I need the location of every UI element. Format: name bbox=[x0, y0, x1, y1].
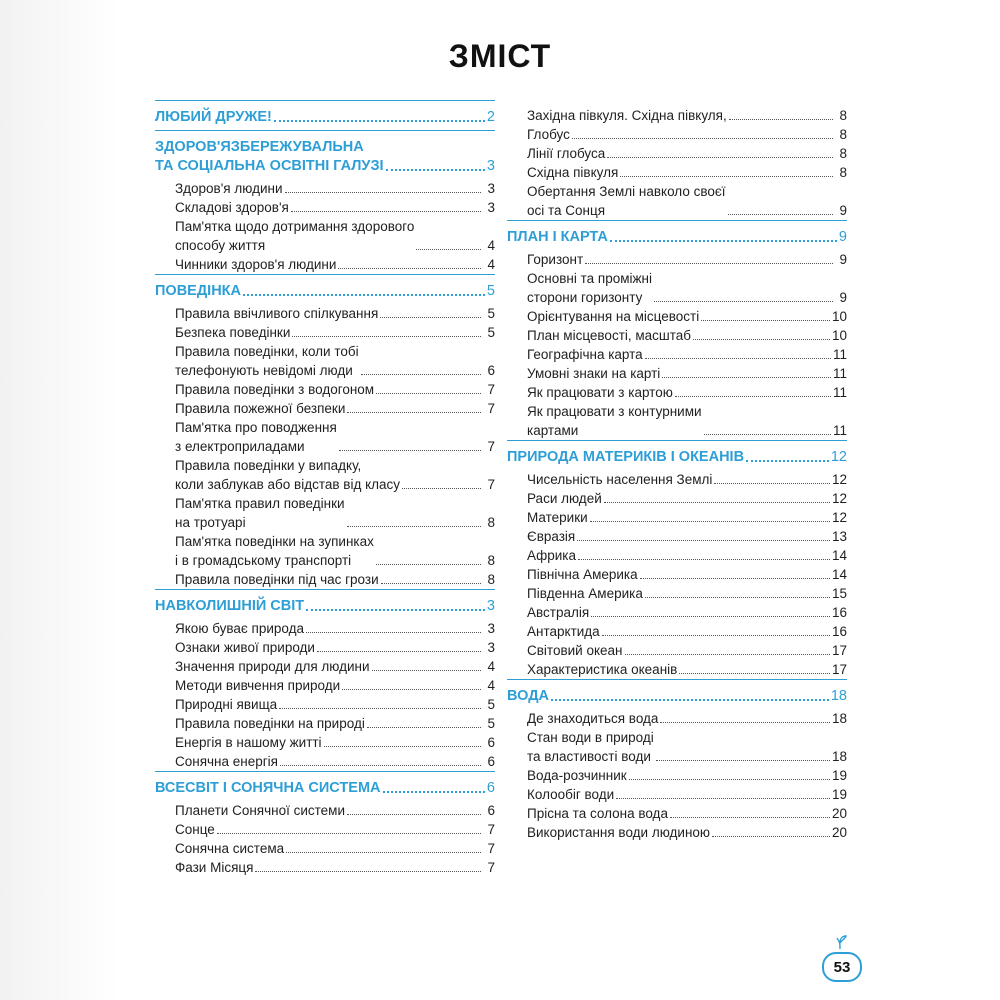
dot-leader bbox=[292, 336, 481, 337]
toc-entry bbox=[175, 380, 495, 399]
toc-entry-page: 5 bbox=[487, 716, 495, 731]
toc-entry bbox=[527, 250, 847, 269]
toc-section-page: 3 bbox=[486, 158, 495, 174]
toc-entry-page: 7 bbox=[487, 822, 495, 837]
toc-section-title: ВОДА bbox=[507, 688, 549, 704]
dot-leader bbox=[577, 540, 830, 541]
dot-leader bbox=[660, 722, 830, 723]
toc-entry bbox=[527, 269, 847, 307]
toc-entry bbox=[175, 839, 495, 858]
dot-leader bbox=[590, 521, 830, 522]
dot-leader bbox=[306, 609, 485, 611]
dot-leader bbox=[714, 483, 830, 484]
toc-entry-title: Західна півкуля. Східна півкуля, bbox=[527, 108, 727, 123]
dot-leader bbox=[578, 559, 830, 560]
toc-entry-title: Африка bbox=[527, 548, 577, 563]
toc-section-heading bbox=[155, 589, 495, 616]
toc-entry-page: 3 bbox=[487, 640, 495, 655]
toc-entry-page: 3 bbox=[487, 200, 495, 215]
toc-right-column bbox=[507, 100, 847, 842]
toc-entry-page: 14 bbox=[831, 567, 847, 582]
toc-entry-page: 8 bbox=[839, 146, 847, 161]
toc-entry-page: 8 bbox=[487, 553, 495, 568]
toc-entry-page: 8 bbox=[487, 572, 495, 587]
toc-entry bbox=[527, 565, 847, 584]
dot-leader bbox=[645, 358, 831, 359]
toc-entry-title: Здоров'я людини bbox=[175, 181, 283, 196]
toc-entry bbox=[175, 179, 495, 198]
toc-entry bbox=[527, 345, 847, 364]
toc-entry-page: 18 bbox=[831, 711, 847, 726]
toc-entry-page: 4 bbox=[487, 238, 495, 253]
toc-entry-page: 12 bbox=[831, 472, 847, 487]
toc-entry bbox=[527, 785, 847, 804]
toc-section-title: ПОВЕДІНКА bbox=[155, 283, 241, 299]
toc-entry-title: Материки bbox=[527, 510, 588, 525]
toc-entry-list bbox=[155, 304, 495, 589]
dot-leader bbox=[704, 434, 831, 435]
toc-left-column bbox=[155, 100, 495, 877]
toc-entry-title: Світовий океан bbox=[527, 643, 623, 658]
toc-entry-page: 20 bbox=[831, 806, 847, 821]
dot-leader bbox=[255, 871, 481, 872]
toc-entry-title: Як працювати з контурними картами bbox=[527, 404, 702, 438]
dot-leader bbox=[591, 616, 830, 617]
toc-entry-title: Пам'ятка щодо дотримання здорового способу життя bbox=[175, 219, 415, 253]
toc-entry-title: Методи вивчення природи bbox=[175, 678, 341, 693]
toc-entry-title: Правила ввічливого спілкування bbox=[175, 306, 379, 321]
toc-section bbox=[507, 220, 847, 440]
toc-entry-page: 10 bbox=[831, 328, 847, 343]
dot-leader bbox=[347, 412, 481, 413]
dot-leader bbox=[386, 169, 485, 171]
toc-entry-title: Східна півкуля bbox=[527, 165, 619, 180]
dot-leader bbox=[701, 320, 830, 321]
toc-entry bbox=[527, 106, 847, 125]
toc-entry-page: 16 bbox=[831, 605, 847, 620]
dot-leader bbox=[291, 211, 481, 212]
toc-entry-title: Енергія в нашому житті bbox=[175, 735, 322, 750]
toc-entry-title: Характеристика океанів bbox=[527, 662, 678, 677]
dot-leader bbox=[376, 393, 481, 394]
toc-entry-title: Складові здоров'я bbox=[175, 200, 289, 215]
toc-entry-title: Обертання Землі навколо своєї осі та Сонця bbox=[527, 184, 726, 218]
toc-entry bbox=[527, 489, 847, 508]
toc-entry bbox=[527, 470, 847, 489]
toc-entry-title: Де знаходиться вода bbox=[527, 711, 659, 726]
dot-leader bbox=[376, 564, 481, 565]
toc-entry bbox=[175, 494, 495, 532]
dot-leader bbox=[217, 833, 481, 834]
toc-entry-title: Раси людей bbox=[527, 491, 602, 506]
toc-entry-title: Основні та проміжні сторони горизонту bbox=[527, 271, 652, 305]
toc-entry-title: Колообіг води bbox=[527, 787, 615, 802]
leaf-icon bbox=[832, 934, 848, 950]
dot-leader bbox=[675, 396, 831, 397]
toc-entry-title: Правила поведінки під час грози bbox=[175, 572, 379, 587]
toc-entry-page: 20 bbox=[831, 825, 847, 840]
toc-section bbox=[507, 440, 847, 679]
dot-leader bbox=[402, 488, 481, 489]
dot-leader bbox=[381, 583, 481, 584]
dot-leader bbox=[654, 301, 833, 302]
toc-entry-page: 8 bbox=[839, 108, 847, 123]
toc-entry-page: 4 bbox=[487, 257, 495, 272]
dot-leader bbox=[416, 249, 481, 250]
toc-entry-title: Географічна карта bbox=[527, 347, 643, 362]
dot-leader bbox=[551, 699, 829, 701]
toc-entry-page: 17 bbox=[831, 662, 847, 677]
toc-entry-page: 4 bbox=[487, 678, 495, 693]
toc-entry-title: Правила поведінки у випадку, коли заблукав або відстав від класу bbox=[175, 458, 401, 492]
toc-entry-title: Фази Місяця bbox=[175, 860, 254, 875]
toc-entry-title: Умовні знаки на карті bbox=[527, 366, 661, 381]
toc-entry-title: Значення природи для людини bbox=[175, 659, 370, 674]
toc-entry bbox=[175, 323, 495, 342]
dot-leader bbox=[616, 798, 830, 799]
dot-leader bbox=[280, 765, 481, 766]
dot-leader bbox=[728, 214, 834, 215]
toc-section bbox=[155, 771, 495, 877]
dot-leader bbox=[339, 450, 481, 451]
toc-entry-title: Сонце bbox=[175, 822, 215, 837]
toc-entry bbox=[175, 399, 495, 418]
dot-leader bbox=[746, 460, 829, 462]
toc-entry bbox=[527, 709, 847, 728]
toc-entry-title: Сонячна система bbox=[175, 841, 285, 856]
toc-entry-list bbox=[155, 179, 495, 274]
toc-entry bbox=[175, 570, 495, 589]
toc-entry bbox=[527, 326, 847, 345]
dot-leader bbox=[610, 240, 837, 242]
toc-section-title: ПРИРОДА МАТЕРИКІВ І ОКЕАНІВ bbox=[507, 449, 745, 465]
toc-entry bbox=[527, 766, 847, 785]
toc-entry-title: Північна Америка bbox=[527, 567, 638, 582]
toc-entry-title: Стан води в природі та властивості води bbox=[527, 730, 654, 764]
toc-entry-title: Чисельність населення Землі bbox=[527, 472, 713, 487]
toc-entry bbox=[175, 820, 495, 839]
toc-entry-page: 9 bbox=[839, 290, 847, 305]
toc-entry-page: 3 bbox=[487, 181, 495, 196]
dot-leader bbox=[670, 817, 830, 818]
dot-leader bbox=[367, 727, 481, 728]
dot-leader bbox=[640, 578, 830, 579]
toc-entry-page: 5 bbox=[487, 325, 495, 340]
toc-entry-title: Планети Сонячної системи bbox=[175, 803, 346, 818]
dot-leader bbox=[243, 294, 485, 296]
toc-section-heading bbox=[155, 100, 495, 127]
dot-leader bbox=[712, 836, 830, 837]
toc-entry-page: 3 bbox=[487, 621, 495, 636]
toc-entry-title: Природні явища bbox=[175, 697, 278, 712]
toc-entry-list bbox=[155, 801, 495, 877]
dot-leader bbox=[285, 192, 482, 193]
dot-leader bbox=[620, 176, 833, 177]
toc-entry-title: Австралія bbox=[527, 605, 590, 620]
toc-entry bbox=[175, 456, 495, 494]
toc-section-title: ПЛАН І КАРТА bbox=[507, 229, 608, 245]
dot-leader bbox=[662, 377, 831, 378]
toc-entry-page: 6 bbox=[487, 803, 495, 818]
toc-entry-page: 6 bbox=[487, 754, 495, 769]
toc-entry bbox=[527, 728, 847, 766]
dot-leader bbox=[361, 374, 481, 375]
toc-entry-title: Правила поведінки, коли тобі телефонують невідомі люди bbox=[175, 344, 359, 378]
toc-entry-page: 19 bbox=[831, 768, 847, 783]
dot-leader bbox=[274, 120, 485, 122]
dot-leader bbox=[338, 268, 481, 269]
toc-section-page: 9 bbox=[838, 229, 847, 245]
toc-entry bbox=[527, 163, 847, 182]
toc-entry-page: 8 bbox=[839, 165, 847, 180]
toc-section-heading bbox=[507, 440, 847, 467]
toc-section-page: 2 bbox=[486, 109, 495, 125]
toc-entry bbox=[527, 508, 847, 527]
dot-leader bbox=[306, 632, 481, 633]
toc-entry-page: 11 bbox=[832, 347, 847, 362]
toc-entry-title: Як працювати з картою bbox=[527, 385, 673, 400]
toc-entry-title: Південна Америка bbox=[527, 586, 643, 601]
toc-entry bbox=[527, 584, 847, 603]
toc-entry bbox=[175, 619, 495, 638]
toc-entry-list bbox=[507, 250, 847, 440]
toc-entry-page: 7 bbox=[487, 382, 495, 397]
toc-entry-title: Правила пожежної безпеки bbox=[175, 401, 346, 416]
dot-leader bbox=[602, 635, 830, 636]
toc-section-heading bbox=[155, 130, 495, 176]
toc-entry bbox=[175, 198, 495, 217]
toc-entry-title: Пам'ятка поведінки на зупинках і в громадському транспорті bbox=[175, 534, 374, 568]
toc-section-title: ЛЮБИЙ ДРУЖЕ! bbox=[155, 109, 272, 125]
toc-entry bbox=[527, 307, 847, 326]
toc-section-title: ЗДОРОВ'ЯЗБЕРЕЖУВАЛЬНА ТА СОЦІАЛЬНА ОСВІТНІ ГАЛУЗІ bbox=[155, 139, 384, 174]
toc-entry-page: 5 bbox=[487, 697, 495, 712]
toc-entry bbox=[175, 217, 495, 255]
toc-entry bbox=[527, 660, 847, 679]
toc-entry-page: 7 bbox=[487, 401, 495, 416]
dot-leader bbox=[347, 526, 481, 527]
toc-entry bbox=[527, 144, 847, 163]
toc-entry-page: 14 bbox=[831, 548, 847, 563]
dot-leader bbox=[656, 760, 830, 761]
toc-entry bbox=[527, 641, 847, 660]
dot-leader bbox=[342, 689, 481, 690]
toc-entry-title: Ознаки живої природи bbox=[175, 640, 315, 655]
dot-leader bbox=[693, 339, 830, 340]
toc-entry-page: 11 bbox=[832, 366, 847, 381]
toc-entry-title: Прісна та солона вода bbox=[527, 806, 668, 821]
toc-continuation-list bbox=[507, 106, 847, 220]
toc-entry-title: Глобус bbox=[527, 127, 570, 142]
toc-entry bbox=[527, 402, 847, 440]
toc-entry-title: Горизонт bbox=[527, 252, 584, 267]
toc-entry bbox=[527, 546, 847, 565]
toc-section-page: 3 bbox=[486, 598, 495, 614]
toc-entry-page: 9 bbox=[839, 203, 847, 218]
dot-leader bbox=[279, 708, 481, 709]
dot-leader bbox=[629, 779, 830, 780]
toc-entry-page: 5 bbox=[487, 306, 495, 321]
toc-section-heading bbox=[507, 220, 847, 247]
toc-entry bbox=[527, 823, 847, 842]
dot-leader bbox=[347, 814, 481, 815]
dot-leader bbox=[380, 317, 481, 318]
dot-leader bbox=[572, 138, 833, 139]
toc-section bbox=[155, 589, 495, 771]
dot-leader bbox=[645, 597, 830, 598]
toc-section-page: 5 bbox=[486, 283, 495, 299]
toc-entry bbox=[527, 182, 847, 220]
dot-leader bbox=[286, 852, 481, 853]
toc-entry-page: 12 bbox=[831, 510, 847, 525]
toc-entry-page: 7 bbox=[487, 860, 495, 875]
dot-leader bbox=[372, 670, 481, 671]
toc-entry-title: Правила поведінки на природі bbox=[175, 716, 365, 731]
toc-entry-page: 4 bbox=[487, 659, 495, 674]
toc-section bbox=[155, 100, 495, 127]
toc-section-page: 12 bbox=[830, 449, 847, 465]
toc-entry-page: 6 bbox=[487, 363, 495, 378]
toc-entry-page: 19 bbox=[831, 787, 847, 802]
toc-entry-title: Лінії глобуса bbox=[527, 146, 606, 161]
toc-section-title: ВСЕСВІТ І СОНЯЧНА СИСТЕМА bbox=[155, 780, 381, 796]
toc-entry-title: Євразія bbox=[527, 529, 576, 544]
toc-entry bbox=[527, 364, 847, 383]
toc-section-page: 18 bbox=[830, 688, 847, 704]
toc-entry bbox=[175, 532, 495, 570]
toc-entry-page: 17 bbox=[831, 643, 847, 658]
toc-section-title: НАВКОЛИШНІЙ СВІТ bbox=[155, 598, 305, 614]
dot-leader bbox=[585, 263, 833, 264]
page-title: ЗМІСТ bbox=[448, 38, 552, 74]
toc-entry bbox=[175, 255, 495, 274]
toc-entry-list bbox=[507, 709, 847, 842]
toc-entry-title: Правила поведінки з водогоном bbox=[175, 382, 375, 397]
toc-entry-title: Пам'ятка про поводження з електроприладами bbox=[175, 420, 337, 454]
toc-entry-title: План місцевості, масштаб bbox=[527, 328, 692, 343]
toc-entry bbox=[175, 752, 495, 771]
toc-section bbox=[155, 130, 495, 274]
dot-leader bbox=[625, 654, 830, 655]
toc-entry-page: 11 bbox=[832, 423, 847, 438]
toc-section bbox=[507, 679, 847, 842]
toc-entry-title: Якою буває природа bbox=[175, 621, 305, 636]
toc-entry-title: Вода-розчинник bbox=[527, 768, 627, 783]
toc-entry-page: 8 bbox=[839, 127, 847, 142]
toc-entry-page: 9 bbox=[839, 252, 847, 267]
dot-leader bbox=[317, 651, 481, 652]
toc-entry-list bbox=[507, 470, 847, 679]
toc-entry-title: Безпека поведінки bbox=[175, 325, 291, 340]
toc-entry bbox=[527, 804, 847, 823]
toc-entry bbox=[175, 657, 495, 676]
toc-section-page: 6 bbox=[486, 780, 495, 796]
toc-entry-title: Антарктида bbox=[527, 624, 600, 639]
toc-entry bbox=[175, 676, 495, 695]
dot-leader bbox=[729, 119, 833, 120]
toc-entry bbox=[527, 603, 847, 622]
toc-section-heading bbox=[507, 679, 847, 706]
toc-entry bbox=[175, 733, 495, 752]
dot-leader bbox=[679, 673, 830, 674]
toc-entry bbox=[175, 342, 495, 380]
toc-entry-title: Пам'ятка правил поведінки на тротуарі bbox=[175, 496, 345, 530]
toc-entry bbox=[175, 695, 495, 714]
dot-leader bbox=[383, 791, 485, 793]
toc-entry-page: 18 bbox=[831, 749, 847, 764]
toc-entry-list bbox=[155, 619, 495, 771]
toc-entry-title: Чинники здоров'я людини bbox=[175, 257, 337, 272]
book-spine-shadow bbox=[0, 0, 120, 1000]
dot-leader bbox=[604, 502, 830, 503]
toc-entry-page: 11 bbox=[832, 385, 847, 400]
toc-entry bbox=[175, 304, 495, 323]
dot-leader bbox=[324, 746, 481, 747]
toc-entry bbox=[175, 801, 495, 820]
toc-entry-page: 12 bbox=[831, 491, 847, 506]
toc-entry bbox=[175, 858, 495, 877]
toc-entry-page: 7 bbox=[487, 477, 495, 492]
page-number-badge: 53 bbox=[822, 952, 862, 982]
toc-section-heading bbox=[155, 274, 495, 301]
toc-entry-page: 7 bbox=[487, 841, 495, 856]
toc-section bbox=[155, 274, 495, 589]
toc-entry bbox=[175, 418, 495, 456]
toc-entry bbox=[527, 622, 847, 641]
toc-entry bbox=[175, 714, 495, 733]
toc-entry bbox=[175, 638, 495, 657]
dot-leader bbox=[607, 157, 833, 158]
toc-entry-page: 8 bbox=[487, 515, 495, 530]
toc-section-heading bbox=[155, 771, 495, 798]
toc-entry-page: 15 bbox=[831, 586, 847, 601]
toc-entry-page: 7 bbox=[487, 439, 495, 454]
toc-entry bbox=[527, 383, 847, 402]
toc-entry-title: Використання води людиною bbox=[527, 825, 711, 840]
toc-entry-page: 16 bbox=[831, 624, 847, 639]
toc-entry bbox=[527, 527, 847, 546]
toc-entry-title: Орієнтування на місцевості bbox=[527, 309, 700, 324]
toc-entry-page: 10 bbox=[831, 309, 847, 324]
toc-entry-page: 6 bbox=[487, 735, 495, 750]
toc-entry-page: 13 bbox=[831, 529, 847, 544]
toc-entry-title: Сонячна енергія bbox=[175, 754, 278, 769]
toc-entry bbox=[527, 125, 847, 144]
